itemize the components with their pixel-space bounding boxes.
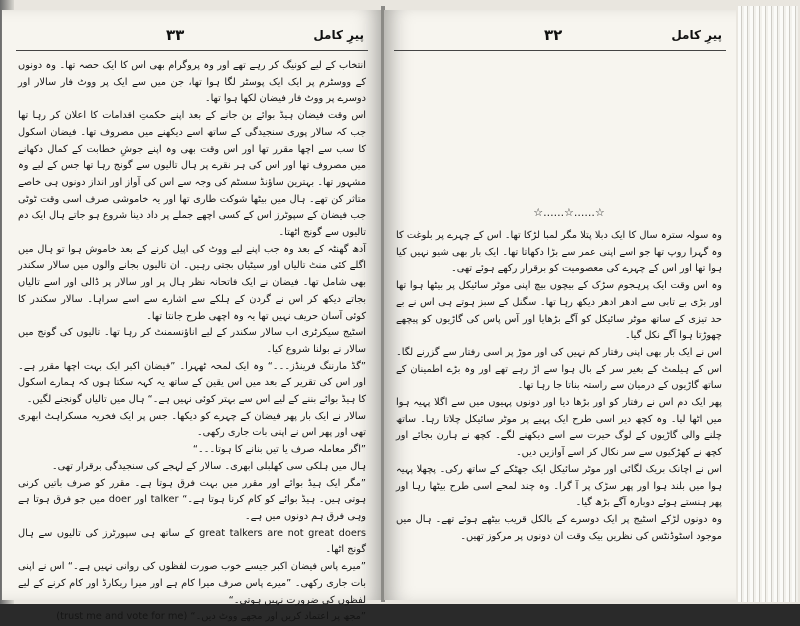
left-page-body bbox=[18, 58, 366, 626]
left-page bbox=[2, 10, 382, 623]
paragraph: great talkers are not great doers کے ساتھ ہی سپورٹرز کی تالیوں سے ہال گونج اٹھا۔ bbox=[18, 527, 367, 556]
section-separator: ☆......☆......☆ bbox=[533, 206, 605, 219]
paragraph: اس نے ایک بار بھی اپنی رفتار کم نہیں کی اور موڑ پر اسی رفتار سے گزرنے لگا۔ اس کے ہیلمٹ کے بغیر سر کے بال ہوا سے اڑ رہے تھے اور وہ بڑے اطمینان کے ساتھ گاڑیوں کے درمیان سے راستہ بناتا جا رہا تھا۔ bbox=[396, 346, 722, 392]
paragraph: ”اگر معاملہ صرف یا تیں بنانے کا ہوتا۔۔۔“ bbox=[192, 444, 366, 456]
paragraph: اس نے اچانک بریک لگائی اور موٹر سائیکل ایک جھٹکے کے ساتھ رکی۔ پچھلا پہیہ ہوا میں بلند ہوا اور پھر سڑک پر آ گرا۔ وہ چند لمحے اسی طرح بیٹھا رہا اور پھر ہنستے ہوئے دوبارہ آگے بڑھ گیا۔ bbox=[396, 463, 722, 509]
paragraph: وہ دونوں لڑکے اسٹیج پر ایک دوسرے کے بالکل قریب بیٹھے ہوئے تھے۔ ہال میں موجود اسٹوڈنٹس کی نظریں بیک وقت ان دونوں پر مرکوز تھیں۔ bbox=[396, 513, 722, 542]
right-page-header bbox=[394, 24, 726, 51]
paragraph: سالار نے ایک بار پھر فیضان کے چہرے کو دیکھا۔ جس پر ایک فخریہ مسکراہٹ ابھری تھی اور پھر اس نے اپنی بات جاری رکھی۔ bbox=[18, 410, 366, 439]
paragraph: ”مجھ پر اعتماد کریں اور مجھے ووٹ دیں۔“ (trust me and vote for me) bbox=[56, 611, 366, 623]
paragraph: انتخاب کے لیے کونیگ کر رہے تھے اور وہ پروگرام بھی اس کا ایک حصہ تھا۔ وہ دونوں کے ووسٹرم پر ایک ایک پوسٹر لگا ہوا تھا، جن میں سے ایک پر ووٹ فار سالار اور دوسرے پر ووٹ فار فیضان لکھا ہوا تھا۔ bbox=[18, 60, 366, 105]
book-title: پیرِ کامل bbox=[313, 28, 364, 42]
paragraph: اس وقت فیضان ہیڈ بوائے بن جانے کے بعد اپنے حکمتِ اقدامات کا اعلان کر رہا تھا جب کہ سالار پوری سنجیدگی کے ساتھ اسے دیکھنے میں مصروف تھا۔ فیضان اسکول کا سب سے اچھا مقرر تھا اور اس وقت بھی وہ اپنے جوشِ خطابت کے کمال دکھانے میں مصروف تھا اور اس کی ہر نقرے پر ہال تالیوں سے گونج رہا تھا جس کے لیے وہ مشہور تھا۔ بہترین ساؤنڈ سسٹم کی وجہ سے اس کی آواز اور انداز دونوں ہی خاصے متاثر کن تھے۔ ہال میں بیٹھا شوکت طاری تھا اور یہ خاموشی صرف اسی وقت ٹوٹی جب فیضان کے سپوٹرز اس کے کسی اچھے جملے پر داد دینا شروع ہو جاتے ہال ایک دم تالیوں سے گونج اٹھتا۔ bbox=[18, 110, 366, 239]
paragraph: اسٹیج سیکرٹری اب سالار سکندر کے لیے اناؤنسمنٹ کر رہا تھا۔ تالیوں کی گونج میں سالار نے بولنا شروع کیا۔ bbox=[18, 327, 366, 355]
book-title: پیرِ کامل bbox=[671, 28, 722, 42]
page-number: ۳۲ bbox=[544, 26, 563, 44]
paragraph: ”میرے پاس فیضان اکبر جیسے خوب صورت لفظوں کی روانی نہیں ہے۔“ اس نے اپنی بات جاری رکھی۔ ”میرے پاس صرف میرا کام ہے اور میرا ریکارڈ اور کام کرنے کے لیے لفظوں کی ضرورت نہیں ہوتی۔“ bbox=[18, 561, 366, 606]
paragraph: ”گڈ مارننگ فرینڈز۔۔۔“ وہ ایک لمحہ ٹھہرا۔ ”فیضان اکبر ایک بہت اچھا مقرر ہے۔ اور اس کی تقریر کے بعد میں اس یقین کے ساتھ یہ کہہ سکتا ہوں کہ ہمارے اسکول کا ہیڈ بوائے بننے کے لیے اس سے بہتر کوئی نہیں ہے۔“ ہال میں تالیاں گونجنے لگیں۔ bbox=[18, 360, 366, 406]
page-edges bbox=[738, 6, 798, 602]
paragraph: ”مگر ایک ہیڈ بوائے اور مقرر میں بہت فرق ہوتا ہے۔ مقرر کو صرف باتیں کرنی ہوتی ہیں۔ ہیڈ بوائے کو کام کرنا ہوتا ہے۔“ talker اور doer میں جو فرق ہوتا ہے وہی فرق ہم دونوں میں ہے۔ bbox=[18, 477, 366, 522]
paragraph: پھر ایک دم اس نے رفتار کو اور بڑھا دیا اور دونوں پہیوں میں سے اگلا پہیہ ہوا میں اٹھا لیا۔ وہ کچھ دیر اسی طرح ایک پہیے پر موٹر سائیکل چلاتا رہا۔ ساتھ چلنے والی گاڑیوں کے لوگ حیرت سے اسے دیکھنے لگے۔ کچھ نے ہارن بجائے اور کچھ نے کھڑکیوں سے سر نکال کر اسے آوازیں دیں۔ bbox=[396, 397, 722, 459]
paragraph: ہال میں ہلکی سی کھلبلی ابھری۔ سالار کے لہجے کی سنجیدگی برقرار تھی۔ bbox=[51, 460, 366, 472]
paragraph: وہ سولہ سترہ سال کا ایک دبلا پتلا مگر لمبا لڑکا تھا۔ اس کے چہرے پر بلوغت کا وہ گہرا روپ تھا جو اسے اپنی عمر سے بڑا دکھاتا تھا۔ ایک بار بھی شیو نہیں کیا ہوا تھا اور اس کے چہرے کی معصومیت کو برقرار رکھے ہوئے تھی۔ bbox=[396, 230, 722, 275]
paragraph: وہ اس وقت ایک پرہجوم سڑک کے بیچوں بیچ اپنی موٹر سائیکل پر بیٹھا ہوا تھا اور بڑی بے تابی سے ادھر ادھر دیکھ رہا تھا۔ سگنل کے سبز ہوتے ہی اس نے بے حد تیزی کے ساتھ موٹر سائیکل کو آگے بڑھایا اور آس پاس کی گاڑیوں کو پیچھے چھوڑتا ہوا آگے نکل گیا۔ bbox=[396, 280, 722, 342]
page-number: ۳۳ bbox=[166, 26, 185, 44]
right-page bbox=[384, 10, 736, 600]
right-page-body bbox=[396, 228, 722, 545]
left-page-header bbox=[16, 24, 368, 51]
paragraph: آدھ گھنٹہ کے بعد وہ جب اپنے لیے ووٹ کی اپیل کرنے کے بعد خاموش ہوا تو ہال میں اگلے کئی منٹ تالیاں اور سیٹیاں بجتی رہیں۔ ان تالیوں بجانے والوں میں سالار سکندر بھی شامل تھا۔ فیضان نے ایک فاتحانہ نظر ہال پر اور سالار پر ڈالی اور اسے تالیاں بجاتے دیکھ کر اس نے گردن کے ہلکے سے اشارے سے اسے سراہا۔ سالار سکندر کا کوئی آسان حریف نہیں تھا یہ وہ اچھی طرح جانتا تھا۔ bbox=[18, 243, 366, 322]
